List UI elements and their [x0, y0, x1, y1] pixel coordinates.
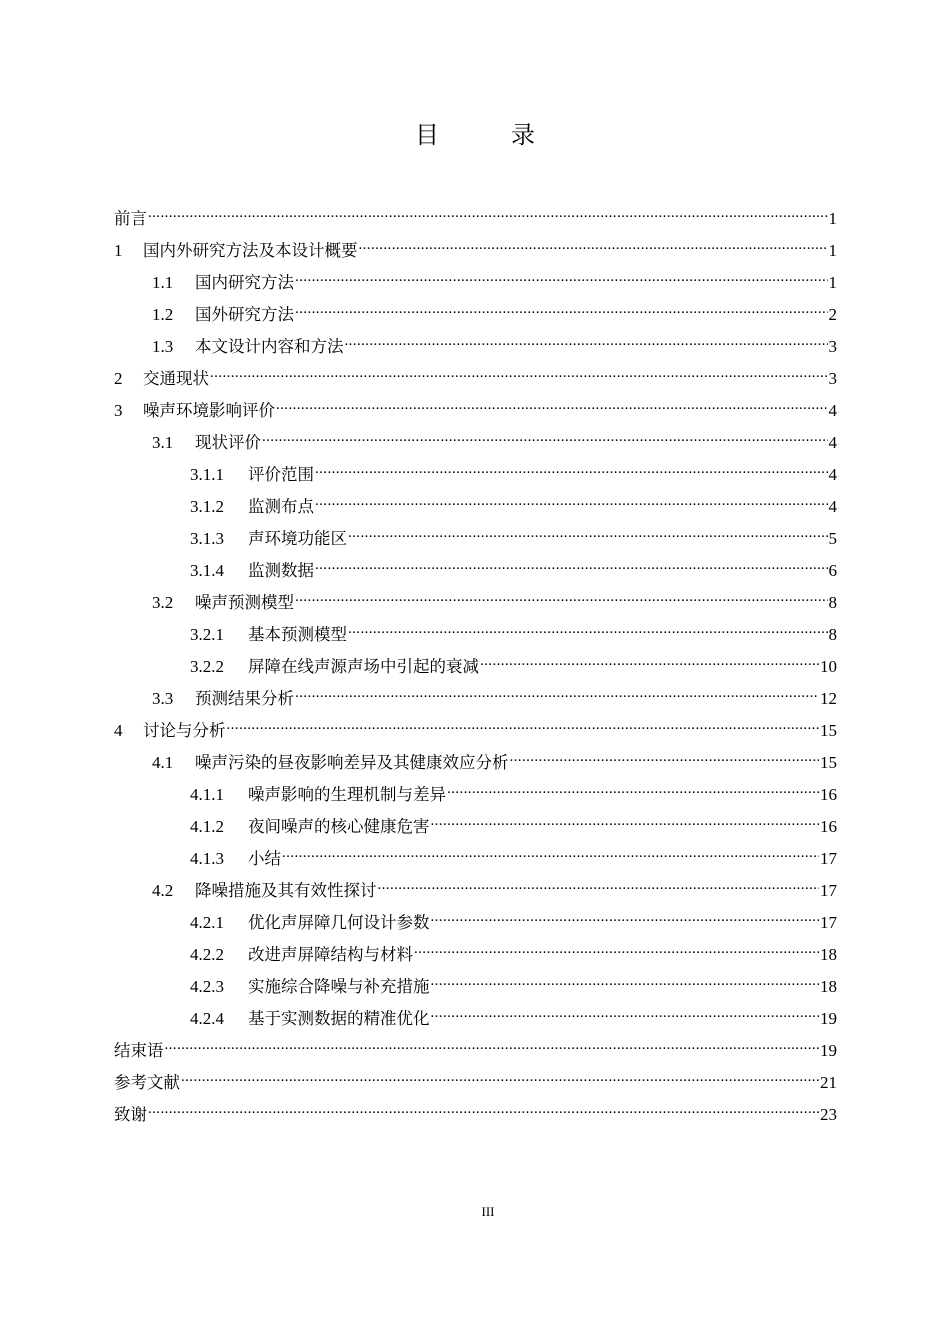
dot-leader [295, 256, 828, 288]
toc-entry-title: 降噪措施及其有效性探讨 [195, 881, 377, 900]
dot-leader [295, 288, 828, 320]
dot-leader [480, 640, 819, 672]
toc-entry-number: 3.2.1 [190, 625, 224, 644]
toc-entry-number: 4.2.3 [190, 977, 224, 996]
toc-entry[interactable] [114, 352, 837, 388]
dot-leader [447, 768, 819, 800]
toc-entry-page: 5 [828, 529, 837, 548]
toc-entry-title: 致谢 [114, 1105, 147, 1124]
toc-entry-title: 实施综合降噪与补充措施 [248, 977, 430, 996]
toc-entry-page: 8 [828, 625, 837, 644]
toc-entry-number: 3.1 [152, 433, 174, 452]
dot-leader [210, 352, 828, 384]
dot-leader [510, 736, 820, 768]
toc-entry-title: 本文设计内容和方法 [195, 337, 344, 356]
toc-entry-page: 23 [820, 1105, 837, 1124]
toc-entry-page: 6 [828, 561, 837, 580]
toc-entry-title: 监测数据 [248, 561, 314, 580]
toc-entry-number: 4 [114, 721, 123, 740]
dot-leader [181, 1056, 819, 1088]
toc-entry[interactable] [114, 224, 837, 260]
toc-entry-number: 3.1.3 [190, 529, 224, 548]
dot-leader [431, 800, 820, 832]
toc-entry-number: 3 [114, 401, 123, 420]
dot-leader [276, 384, 828, 416]
toc-entry-page: 19 [820, 1041, 837, 1060]
toc-entry-title: 交通现状 [143, 369, 209, 388]
toc-entry-page: 18 [820, 977, 837, 996]
dot-leader [359, 224, 828, 256]
toc-entry-page: 16 [820, 817, 837, 836]
toc-entry-page: 4 [828, 465, 837, 484]
toc-entry-title: 噪声影响的生理机制与差异 [248, 785, 446, 804]
toc-entry-number: 4.1 [152, 753, 174, 772]
toc-entry-page: 8 [828, 593, 837, 612]
toc-entry-number: 3.1.1 [190, 465, 224, 484]
dot-leader [315, 480, 828, 512]
toc-entry-number: 3.3 [152, 689, 174, 708]
toc-entry-title: 噪声环境影响评价 [143, 401, 275, 420]
toc-entry-number: 3.2 [152, 593, 174, 612]
toc-entry-number: 4.2.4 [190, 1009, 224, 1028]
toc-entry-number: 2 [114, 369, 123, 388]
toc-entry-number: 4.2.2 [190, 945, 224, 964]
toc-entry-page: 21 [820, 1073, 837, 1092]
toc-entry-page: 17 [820, 913, 837, 932]
dot-leader [227, 704, 820, 736]
toc-entry-number: 3.2.2 [190, 657, 224, 676]
toc-entry-title: 改进声屏障结构与材料 [248, 945, 413, 964]
dot-leader [345, 320, 828, 352]
toc-entry-number: 1.3 [152, 337, 174, 356]
toc-entry-page: 3 [828, 337, 837, 356]
toc-entry-title: 噪声预测模型 [195, 593, 294, 612]
toc-entry-page: 19 [820, 1009, 837, 1028]
dot-leader [315, 544, 828, 576]
toc-entry-page: 17 [820, 849, 837, 868]
dot-leader [262, 416, 828, 448]
dot-leader [295, 672, 819, 704]
toc-entry-number: 4.1.2 [190, 817, 224, 836]
page-number: III [481, 1204, 495, 1219]
toc-entry-page: 4 [828, 433, 837, 452]
toc-entry[interactable] [114, 1088, 837, 1124]
toc-entry-page: 1 [828, 273, 837, 292]
toc-entry-title: 屏障在线声源声场中引起的衰减 [248, 657, 479, 676]
toc-entry-page: 2 [828, 305, 837, 324]
toc-entry-page: 10 [820, 657, 837, 676]
toc-entry-number: 4.1.3 [190, 849, 224, 868]
toc-entry-page: 4 [828, 401, 837, 420]
dot-leader [282, 832, 819, 864]
dot-leader [148, 1088, 819, 1120]
toc-entry-page: 12 [820, 689, 837, 708]
toc-entry-page: 17 [820, 881, 837, 900]
toc-entry[interactable] [114, 384, 837, 420]
toc-entry-page: 15 [820, 721, 837, 740]
toc-entry[interactable] [114, 1056, 837, 1092]
toc-entry-page: 16 [820, 785, 837, 804]
toc-entry-number: 3.1.4 [190, 561, 224, 580]
dot-leader [431, 960, 820, 992]
table-of-contents [114, 192, 837, 1124]
toc-entry-title: 夜间噪声的核心健康危害 [248, 817, 430, 836]
dot-leader [315, 448, 828, 480]
toc-entry-number: 1.2 [152, 305, 174, 324]
toc-entry-title: 小结 [248, 849, 281, 868]
toc-entry-number: 4.2 [152, 881, 174, 900]
toc-entry-page: 1 [828, 209, 837, 228]
toc-entry-number: 1.1 [152, 273, 174, 292]
toc-entry-title: 基于实测数据的精准优化 [248, 1009, 430, 1028]
toc-entry-title: 优化声屏障几何设计参数 [248, 913, 430, 932]
toc-entry-title: 基本预测模型 [248, 625, 347, 644]
toc-entry-title: 监测布点 [248, 497, 314, 516]
toc-title: 目 录 [415, 121, 559, 149]
dot-leader [165, 1024, 820, 1056]
toc-entry-number: 1 [114, 241, 123, 260]
toc-entry-title: 讨论与分析 [143, 721, 226, 740]
dot-leader [295, 576, 828, 608]
toc-entry[interactable] [114, 192, 837, 228]
toc-entry-title: 前言 [114, 209, 147, 228]
toc-entry-title: 国内研究方法 [195, 273, 294, 292]
dot-leader [148, 192, 828, 224]
toc-entry-title: 现状评价 [195, 433, 261, 452]
dot-leader [348, 512, 828, 544]
dot-leader [414, 928, 819, 960]
toc-entry-title: 参考文献 [114, 1073, 180, 1092]
toc-entry-title: 结束语 [114, 1041, 164, 1060]
toc-entry-page: 1 [828, 241, 837, 260]
toc-entry-title: 预测结果分析 [195, 689, 294, 708]
toc-entry[interactable] [114, 1024, 837, 1060]
toc-entry-number: 4.1.1 [190, 785, 224, 804]
toc-entry-page: 15 [820, 753, 837, 772]
toc-entry-title: 评价范围 [248, 465, 314, 484]
dot-leader [431, 992, 820, 1024]
toc-entry-number: 3.1.2 [190, 497, 224, 516]
toc-entry-title: 国外研究方法 [195, 305, 294, 324]
toc-entry-title: 声环境功能区 [248, 529, 347, 548]
toc-entry-page: 18 [820, 945, 837, 964]
dot-leader [348, 608, 828, 640]
toc-entry-number: 4.2.1 [190, 913, 224, 932]
toc-entry-page: 3 [828, 369, 837, 388]
toc-entry-page: 4 [828, 497, 837, 516]
dot-leader [378, 864, 820, 896]
toc-entry-title: 国内外研究方法及本设计概要 [143, 241, 358, 260]
dot-leader [431, 896, 820, 928]
toc-entry-title: 噪声污染的昼夜影响差异及其健康效应分析 [195, 753, 509, 772]
